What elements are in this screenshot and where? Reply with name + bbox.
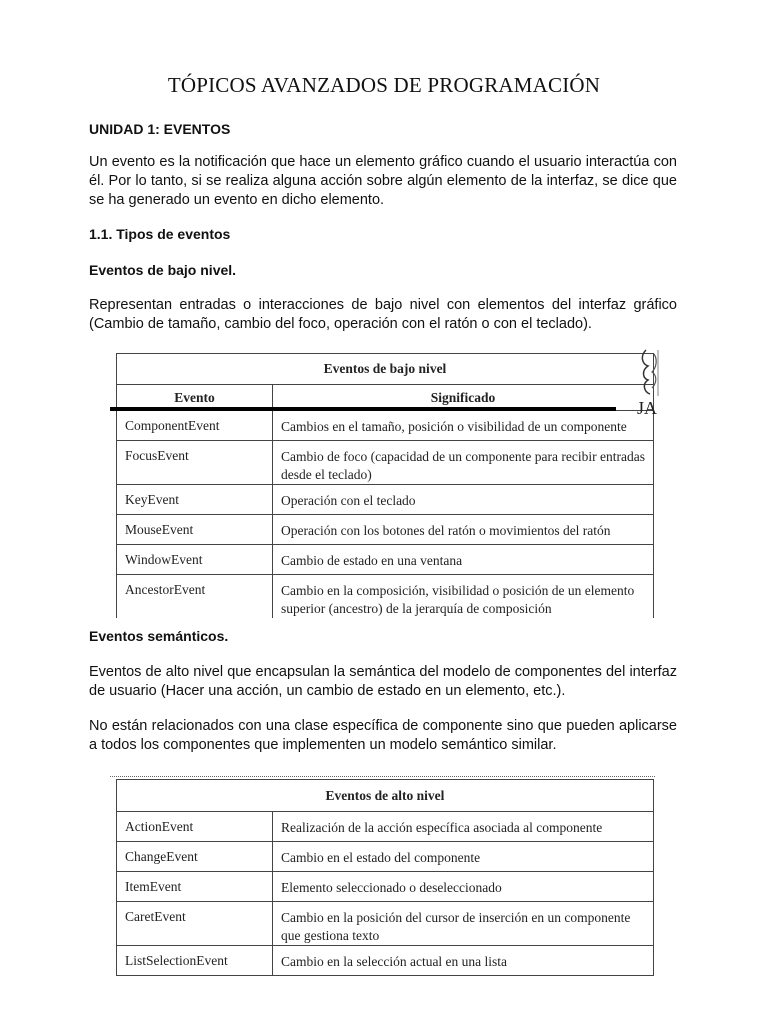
low-level-events-table (116, 353, 654, 618)
event-meaning: Cambio de estado en una ventana (273, 545, 654, 575)
event-name: ActionEvent (117, 812, 273, 842)
table-caption: Eventos de alto nivel (117, 780, 654, 812)
semantic-paragraph-2: No están relacionados con una clase específica de componente sino que pueden aplicarse a todos los componentes que implementen un modelo semántico similar. (89, 718, 677, 753)
semantic-heading: Eventos semánticos. (89, 628, 229, 644)
seal-letters: JA (637, 398, 658, 418)
table-row (117, 441, 654, 485)
table-row (117, 575, 654, 619)
event-meaning: Cambio en la selección actual en una lista (273, 946, 654, 976)
table-row (117, 545, 654, 575)
event-name: FocusEvent (117, 441, 273, 485)
table-row (117, 902, 654, 946)
event-name: ComponentEvent (117, 411, 273, 441)
table-row (117, 515, 654, 545)
low-level-paragraph: Representan entradas o interacciones de bajo nivel con elementos del interfaz gráfico (Cambio de tamaño, cambio del foco, operación con el ratón o con el teclado). (89, 297, 677, 332)
column-header-meaning: Significado (273, 385, 654, 411)
page-title: TÓPICOS AVANZADOS DE PROGRAMACIÓN (167, 73, 601, 97)
table-row (117, 812, 654, 842)
unit-heading: UNIDAD 1: EVENTOS (89, 121, 231, 137)
table-divider-bar (110, 407, 616, 411)
event-meaning: Elemento seleccionado o deseleccionado (273, 872, 654, 902)
table-row (117, 485, 654, 515)
event-name: CaretEvent (117, 902, 273, 946)
column-header-event: Evento (117, 385, 273, 411)
event-meaning: Cambios en el tamaño, posición o visibilidad de un componente (273, 411, 654, 441)
table-caption: Eventos de bajo nivel (117, 354, 654, 385)
event-name: AncestorEvent (117, 575, 273, 619)
event-name: MouseEvent (117, 515, 273, 545)
high-level-events-table (116, 779, 654, 976)
decorative-seal-icon (636, 346, 666, 418)
event-meaning: Cambio de foco (capacidad de un componente para recibir entradas desde el teclado) (273, 441, 654, 485)
event-meaning: Cambio en el estado del componente (273, 842, 654, 872)
table-row (117, 842, 654, 872)
table-row (117, 946, 654, 976)
section-heading: 1.1. Tipos de eventos (89, 226, 231, 242)
event-meaning: Operación con los botones del ratón o movimientos del ratón (273, 515, 654, 545)
table-row (117, 411, 654, 441)
event-meaning: Cambio en la composición, visibilidad o posición de un elemento superior (ancestro) de la jerarquía de composición (273, 575, 654, 619)
table-row (117, 872, 654, 902)
semantic-paragraph-1: Eventos de alto nivel que encapsulan la semántica del modelo de componentes del interfaz de usuario (Hacer una acción, un cambio de estado en un elemento, etc.). (89, 664, 677, 699)
intro-paragraph: Un evento es la notificación que hace un elemento gráfico cuando el usuario interactúa con él. Por lo tanto, si se realiza alguna acción sobre algún elemento de la interfaz, se dice que se ha generado un evento en dicho elemento. (89, 154, 677, 208)
scan-edge-line (110, 776, 655, 778)
low-level-heading: Eventos de bajo nivel. (89, 262, 237, 278)
event-meaning: Operación con el teclado (273, 485, 654, 515)
event-name: ItemEvent (117, 872, 273, 902)
event-name: WindowEvent (117, 545, 273, 575)
event-name: ChangeEvent (117, 842, 273, 872)
event-name: ListSelectionEvent (117, 946, 273, 976)
event-meaning: Realización de la acción específica asociada al componente (273, 812, 654, 842)
event-name: KeyEvent (117, 485, 273, 515)
event-meaning: Cambio en la posición del cursor de inserción en un componente que gestiona texto (273, 902, 654, 946)
